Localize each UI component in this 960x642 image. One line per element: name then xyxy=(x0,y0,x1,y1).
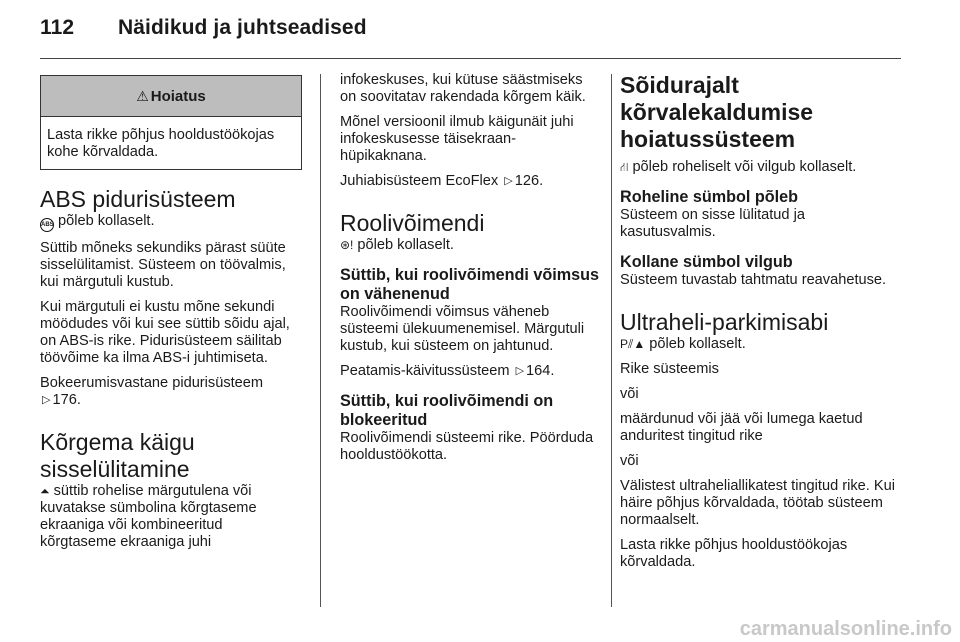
abs-status: põleb kollaselt. xyxy=(58,213,155,229)
gear-paragraph-1: infokeskuses, kui kütuse säästmiseks on soovitatav rakendada kõrgem käik. xyxy=(340,72,586,105)
gear-up-icon: ⏶ xyxy=(40,484,50,498)
steering-heading: Roolivõimendi xyxy=(340,210,485,236)
parking-paragraph-3: määrdunud või jää või lumega kaetud anduritest tingitud rike xyxy=(620,411,863,444)
parking-sensor-icon: P⫽▲ xyxy=(620,337,646,351)
page-header xyxy=(40,16,367,40)
column-divider-1 xyxy=(320,74,321,607)
steering-subheading-1: Süttib, kui roolivõimendi võimsus on vähenenud xyxy=(340,266,600,303)
ecoflex-paragraph: Juhiabisüsteem EcoFlex ▷ 126. xyxy=(340,173,544,189)
page-number: 112 xyxy=(40,16,75,39)
warning-title: ⚠ Hoiatus xyxy=(41,76,301,117)
page-ref-icon: ▷ xyxy=(504,175,513,187)
parking-status: põleb kollaselt. xyxy=(649,336,746,352)
steering-paragraph-1: Roolivõimendi võimsus väheneb süsteemi ülekuumenemisel. Märgutuli kustub, kui süsteem on jahtunud. xyxy=(340,304,585,354)
steering-subheading-2: Süttib, kui roolivõimendi on blokeeritud xyxy=(340,392,554,429)
warning-box xyxy=(40,75,302,170)
parking-paragraph-2: või xyxy=(620,386,639,402)
lane-subheading-1: Roheline sümbol põleb xyxy=(620,188,799,206)
lane-status: põleb roheliselt või vilgub kollaselt. xyxy=(632,159,857,175)
lane-paragraph-1: Süsteem on sisse lülitatud ja kasutusvalmis. xyxy=(620,207,805,240)
parking-heading: Ultraheli-parkimisabi xyxy=(620,309,829,335)
page-ref-icon: ▷ xyxy=(42,394,51,406)
parking-paragraph-6: Lasta rikke põhjus hooldustöökojas kõrvaldada. xyxy=(620,537,848,570)
highbeam-text: süttib rohelise märgutulena või kuvatakse sümbolina kõrgtaseme ekraaniga või kombineeritud kõrgtaseme ekraaniga juhi xyxy=(40,483,257,550)
abs-heading: ABS pidurisüsteem xyxy=(40,186,236,212)
parking-paragraph-4: või xyxy=(620,453,639,469)
column-2 xyxy=(340,72,602,472)
gear-paragraph-2: Mõnel versioonil ilmub käigunäit juhi infokeskusesse täisekraan-hüpikaknana. xyxy=(340,114,574,164)
column-3 xyxy=(620,72,902,579)
parking-paragraph-5: Välistest ultraheliallikatest tingitud rike. Kui häire põhjus kõrvaldada, töötab süsteem normaalselt. xyxy=(620,478,895,528)
parking-paragraph-1: Rike süsteemis xyxy=(620,361,719,377)
abs-paragraph-2: Kui märgutuli ei kustu mõne sekundi möödudes või kui see süttib sõidu ajal, on ABS-is rike. Pidurisüsteem säilitab töövõime ka ilma ABS-i juhtimiseta. xyxy=(40,299,290,366)
steering-status: põleb kollaselt. xyxy=(357,237,454,253)
ecoflex-page-ref[interactable]: 126. xyxy=(514,173,544,189)
lane-subheading-2: Kollane sümbol vilgub xyxy=(620,253,793,271)
highbeam-heading: Kõrgema käigu sisselülitamine xyxy=(40,429,195,482)
lane-departure-icon: ⛙ xyxy=(620,160,629,174)
stopstart-page-ref[interactable]: 164. xyxy=(526,363,555,379)
column-divider-2 xyxy=(611,74,612,607)
chapter-title: Näidikud ja juhtseadised xyxy=(118,16,367,39)
lane-paragraph-2: Süsteem tuvastab tahtmatu reavahetuse. xyxy=(620,272,887,288)
watermark: carmanualsonline.info xyxy=(739,618,952,640)
header-divider xyxy=(40,58,901,59)
column-1 xyxy=(40,72,302,559)
abs-paragraph-3: Bokeerumisvastane pidurisüsteem ▷ 176. xyxy=(40,375,264,408)
abs-page-ref[interactable]: 176. xyxy=(52,392,81,408)
steering-paragraph-2: Peatamis-käivitussüsteem ▷ 164. xyxy=(340,363,555,379)
abs-paragraph-1: Süttib mõneks sekundiks pärast süüte sisselülitamist. Süsteem on töövalmis, kui märgutuli kustub. xyxy=(40,240,286,290)
steering-paragraph-3: Roolivõimendi süsteemi rike. Pöörduda hooldustöökotta. xyxy=(340,430,594,463)
warning-body: Lasta rikke põhjus hooldustöökojas kohe kõrvaldada. xyxy=(47,127,275,160)
warning-triangle-icon: ⚠ xyxy=(136,88,149,104)
lane-heading: Sõidurajalt kõrvalekaldumise hoiatussüsteem xyxy=(620,72,814,152)
page-ref-icon: ▷ xyxy=(515,365,525,377)
abs-icon: ABS xyxy=(40,218,54,232)
steering-wheel-warning-icon: ⊛! xyxy=(340,238,354,252)
